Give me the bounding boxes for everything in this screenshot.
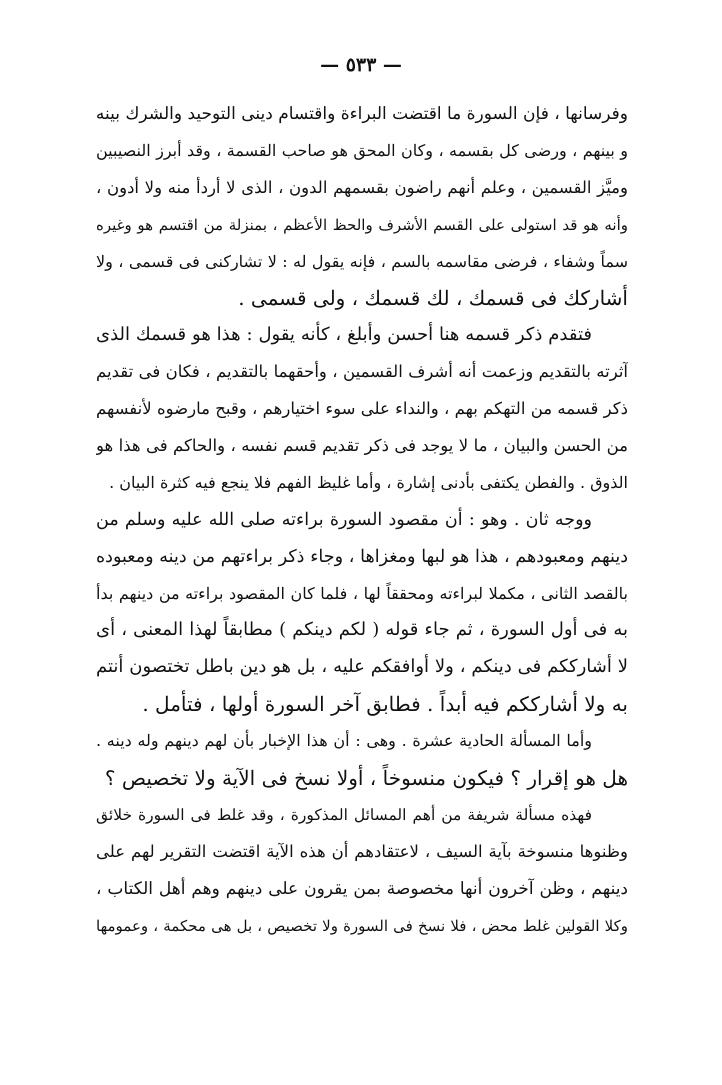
paragraph-first-line: فهذه مسألة شريفة من أهم المسائل المذكورة ، وقد غلط فى السورة خلائق <box>96 805 592 824</box>
text-line: دينهم ، وظن آخرون أنها مخصوصة بمن يقرون على دينهم وهم أهل الكتاب ، <box>96 878 628 899</box>
text-line: لا أشارككم فى دينكم ، ولا أوافقكم عليه ، بل هو دين باطل تختصون أنتم <box>96 656 628 678</box>
page-number: — ٥٣٣ — <box>320 54 402 76</box>
text-line: ذكر قسمه من التهكم بهم ، والنداء على سوء اختيارهم ، وقبح مارضوه لأنفسهم <box>96 399 628 419</box>
text-line: وأنه هو قد استولى على القسم الأشرف والحظ الأعظم ، بمنزلة من اقتسم هو وغيره <box>96 215 628 234</box>
text-line: و بينهم ، ورضى كل بقسمه ، وكان المحق هو صاحب القسمة ، وقد أبرز النصيبين <box>96 140 628 160</box>
paragraph-first-line: وأما المسألة الحادية عشرة . وهى : أن هذا الإخبار بأن لهم دينهم وله دينه . <box>96 731 592 751</box>
paragraph-first-line: ووجه ثان . وهو : أن مقصود السورة براءته صلى الله عليه وسلم من <box>96 509 592 530</box>
body-text <box>96 96 628 944</box>
text-line: من الحسن والبيان ، ما لا يوجد فى ذكر تقديم قسم نفسه ، والحاكم فى هذا هو <box>96 436 628 456</box>
text-line: أشاركك فى قسمك ، لك قسمك ، ولى قسمى . <box>238 286 628 311</box>
text-line: به ولا أشارككم فيه أبداً . فطابق آخر السورة أولها ، فتأمل . <box>142 692 628 717</box>
text-line: وفرسانها ، فإن السورة ما اقتضت البراءة واقتسام دينى التوحيد والشرك بينه <box>96 104 628 124</box>
paragraph-first-line: فتقدم ذكر قسمه هنا أحسن وأبلغ ، كأنه يقول : هذا هو قسمك الذى <box>96 324 592 346</box>
text-line: هل هو إقرار ؟ فيكون منسوخاً ، أولا نسخ فى الآية ولا تخصيص ؟ <box>104 766 628 791</box>
text-line: سماً وشفاء ، فرضى مقاسمه بالسم ، فإنه يقول له : لا تشاركنى فى قسمى ، ولا <box>96 251 628 271</box>
text-line: وظنوها منسوخة بآية السيف ، لاعتقادهم أن هذه الآية اقتضت التقرير لهم على <box>96 841 628 861</box>
text-line: به فى أول السورة ، ثم جاء قوله ( لكم دينكم ) مطابقاً لهذا المعنى ، أى <box>96 619 628 641</box>
text-line: آثرته بالتقديم وزعمت أنه أشرف القسمين ، وأحقهما بالتقديم ، فكان فى تقديم <box>96 362 628 382</box>
text-line: بالقصد الثانى ، مكملا لبراءته ومحققاً لها ، فلما كان المقصود براءته من دينهم بدأ <box>96 583 628 603</box>
text-line: دينهم ومعبودهم ، هذا هو لبها ومغزاها ، وجاء ذكر براءتهم من دينه ومعبوده <box>96 546 628 567</box>
text-line: وميَّز القسمين ، وعلم أنهم راضون بقسمهم الدون ، الذى لا أردأ منه ولا أدون ، <box>96 177 628 197</box>
text-line: وكلا القولين غلط محض ، فلا نسخ فى السورة ولا تخصيص ، بل هى محكمة ، وعمومها <box>96 916 628 935</box>
text-line: الذوق . والفطن يكتفى بأدنى إشارة ، وأما غليظ الفهم فلا ينجع فيه كثرة البيان . <box>109 472 628 492</box>
